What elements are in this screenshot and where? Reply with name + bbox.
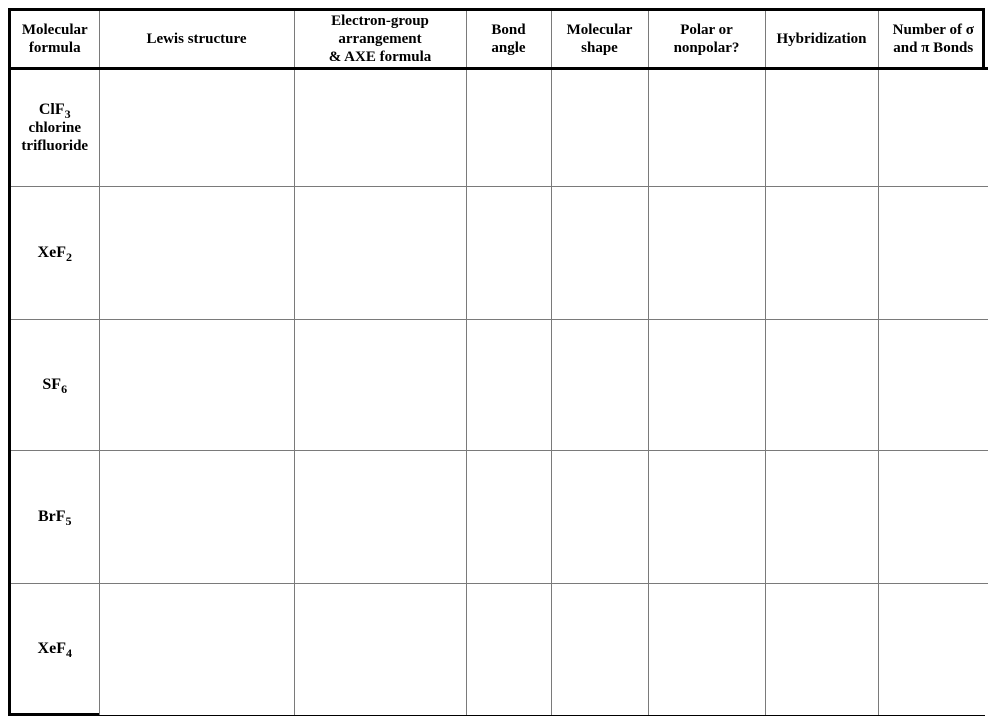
molecular-shape-cell[interactable] [551, 320, 648, 451]
header-bond-angle: Bond angle [466, 11, 551, 69]
lewis-structure-cell[interactable] [99, 69, 294, 187]
header-molecular-shape: Molecular shape [551, 11, 648, 69]
molecular-formula: BrF$_5$ [37, 508, 72, 528]
compound-name: trifluoride [21, 138, 89, 154]
sigma-pi-bonds-cell[interactable] [878, 584, 988, 715]
formula-cell [11, 451, 99, 584]
header-sigma-pi-bonds: Number of σ and π Bonds [878, 11, 988, 69]
polarity-cell[interactable] [648, 584, 765, 715]
bond-angle-cell[interactable] [466, 320, 551, 451]
electron-group-cell[interactable] [294, 320, 466, 451]
compound-name: chlorine [28, 120, 81, 136]
header-polarity: Polar or nonpolar? [648, 11, 765, 69]
molecular-formula: ClF$_3$ [38, 101, 71, 121]
hybridization-cell[interactable] [765, 584, 878, 715]
polarity-cell[interactable] [648, 451, 765, 584]
worksheet-table [11, 11, 988, 715]
bond-angle-cell[interactable] [466, 584, 551, 715]
polarity-cell[interactable] [648, 320, 765, 451]
lewis-structure-cell[interactable] [99, 584, 294, 715]
molecular-formula: XeF$_4$ [37, 640, 72, 661]
formula-cell [11, 320, 99, 451]
electron-group-cell[interactable] [294, 451, 466, 584]
formula-cell [11, 69, 99, 187]
table-row [11, 584, 988, 715]
header-hybridization: Hybridization [765, 11, 878, 69]
sigma-pi-bonds-cell[interactable] [878, 320, 988, 451]
electron-group-cell[interactable] [294, 187, 466, 320]
header-lewis-structure: Lewis structure [99, 11, 294, 69]
table-row [11, 320, 988, 451]
electron-group-cell[interactable] [294, 69, 466, 187]
table-row [11, 451, 988, 584]
hybridization-cell[interactable] [765, 320, 878, 451]
bond-angle-cell[interactable] [466, 69, 551, 187]
header-row [11, 11, 988, 69]
molecular-shape-cell[interactable] [551, 69, 648, 187]
molecular-shape-cell[interactable] [551, 451, 648, 584]
molecular-shape-cell[interactable] [551, 584, 648, 715]
molecular-shape-cell[interactable] [551, 187, 648, 320]
header-molecular-formula: Molecular formula [11, 11, 99, 69]
hybridization-cell[interactable] [765, 451, 878, 584]
sigma-pi-bonds-cell[interactable] [878, 187, 988, 320]
molecular-geometry-worksheet [8, 8, 985, 716]
polarity-cell[interactable] [648, 69, 765, 187]
bond-angle-cell[interactable] [466, 451, 551, 584]
lewis-structure-cell[interactable] [99, 187, 294, 320]
table-row [11, 187, 988, 320]
bond-angle-cell[interactable] [466, 187, 551, 320]
molecular-formula: XeF$_2$ [37, 244, 72, 264]
hybridization-cell[interactable] [765, 187, 878, 320]
sigma-pi-bonds-cell[interactable] [878, 451, 988, 584]
formula-cell [11, 187, 99, 320]
sigma-pi-bonds-cell[interactable] [878, 69, 988, 187]
electron-group-cell[interactable] [294, 584, 466, 715]
molecular-formula: $SF_6$ [42, 376, 68, 396]
header-electron-group-arrangement: Electron-group arrangement & AXE formula [294, 11, 466, 69]
lewis-structure-cell[interactable] [99, 320, 294, 451]
hybridization-cell[interactable] [765, 69, 878, 187]
table-row [11, 69, 988, 187]
polarity-cell[interactable] [648, 187, 765, 320]
lewis-structure-cell[interactable] [99, 451, 294, 584]
formula-cell [11, 584, 99, 715]
